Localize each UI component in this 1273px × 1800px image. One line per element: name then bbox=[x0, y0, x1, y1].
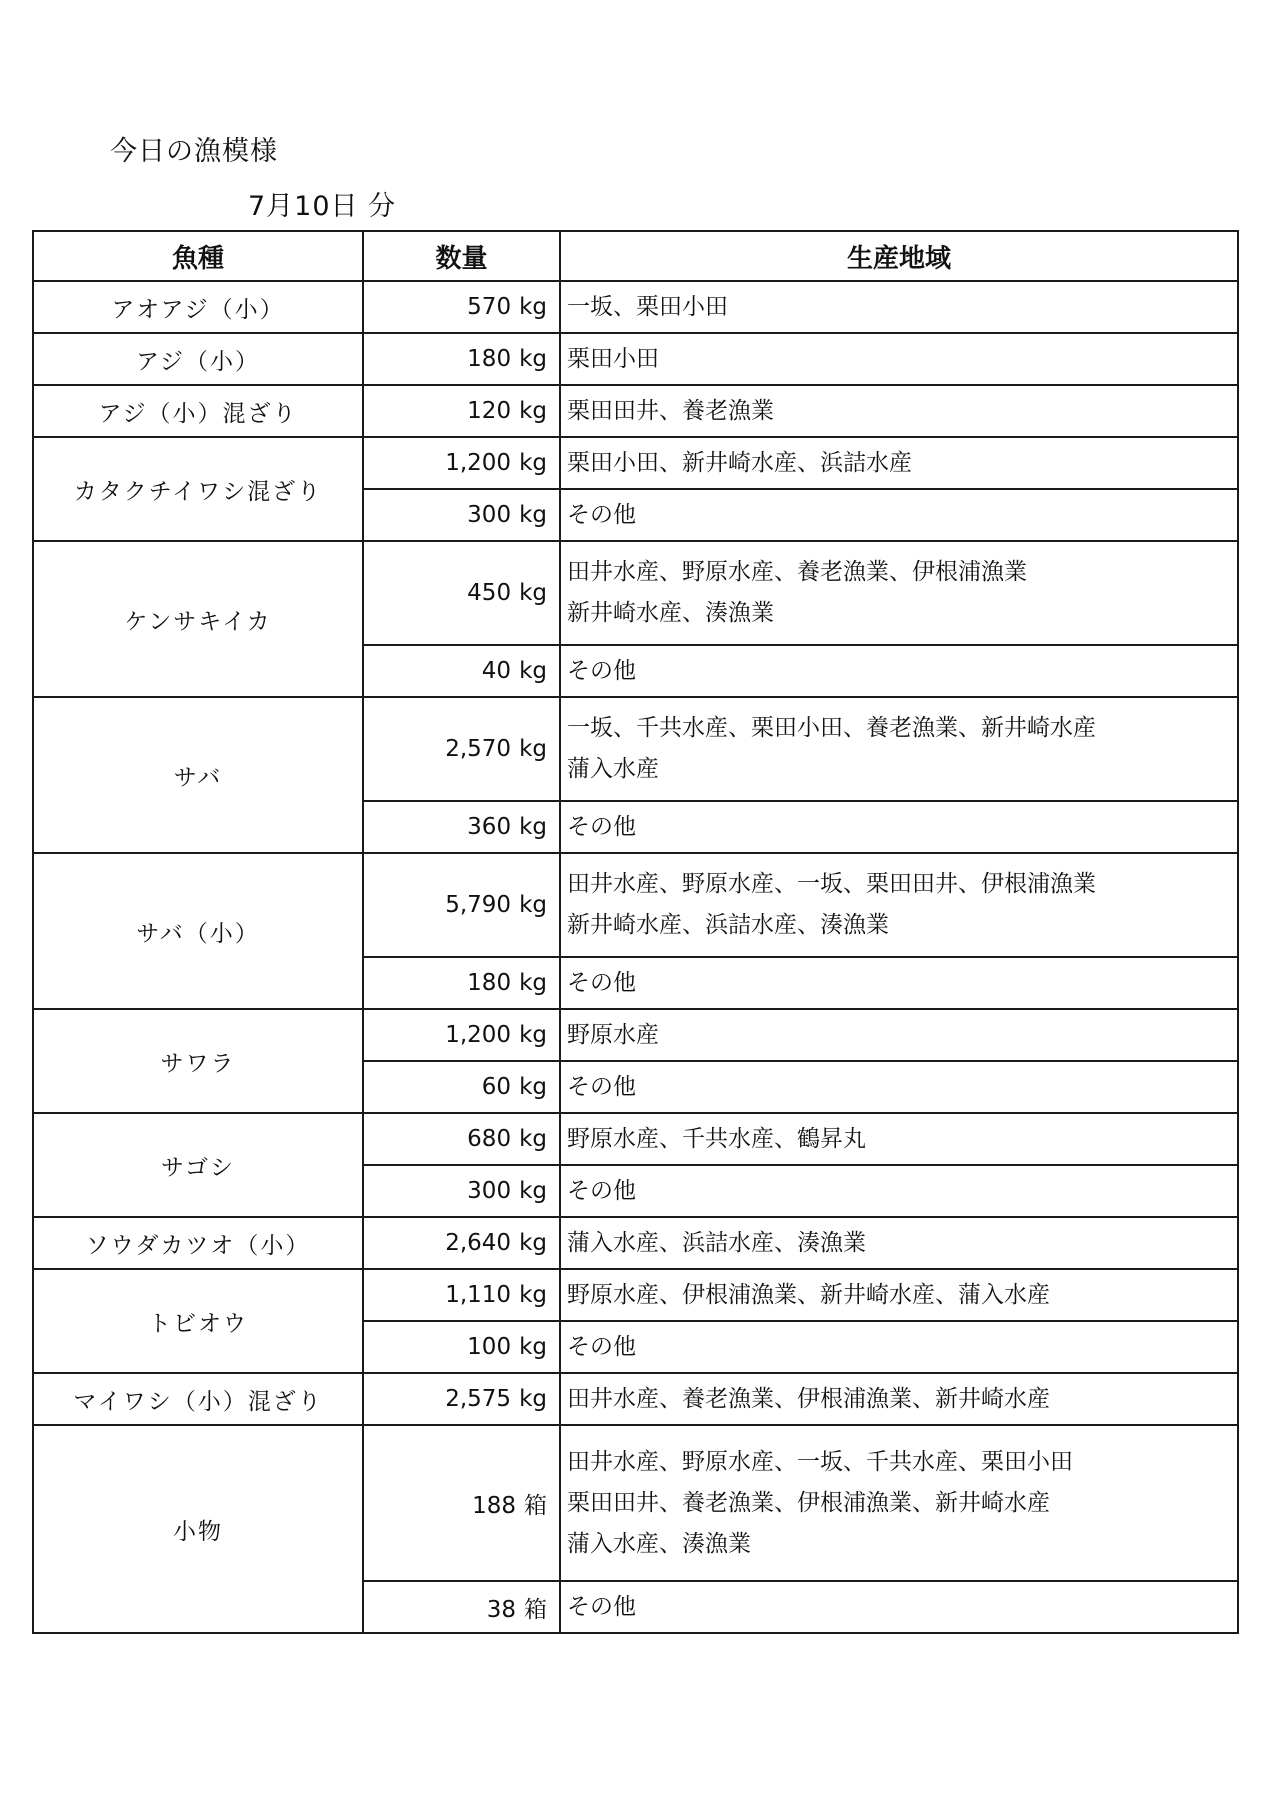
production-region-cell bbox=[560, 1425, 1238, 1581]
region-line: その他 bbox=[567, 1593, 636, 1620]
region-line: 田井水産、野原水産、一坂、栗田田井、伊根浦漁業 bbox=[567, 871, 1096, 897]
catch-table-body bbox=[33, 281, 1238, 1633]
quantity-cell bbox=[363, 489, 560, 541]
production-region-cell bbox=[560, 645, 1238, 697]
production-region-cell bbox=[560, 1113, 1238, 1165]
quantity-value: 2,640 bbox=[445, 1230, 512, 1256]
header-quantity: 数量 bbox=[363, 231, 560, 281]
quantity-value: 100 bbox=[467, 1334, 512, 1360]
quantity-unit: kg bbox=[519, 398, 547, 424]
table-row bbox=[33, 1217, 1238, 1269]
quantity-unit: 箱 bbox=[524, 1596, 547, 1623]
region-line: 田井水産、養老漁業、伊根浦漁業、新井崎水産 bbox=[567, 1385, 1050, 1412]
table-row bbox=[33, 281, 1238, 333]
region-line: 栗田田井、養老漁業、伊根浦漁業、新井崎水産 bbox=[567, 1489, 1050, 1516]
region-line: 新井崎水産、浜詰水産、湊漁業 bbox=[567, 912, 889, 938]
region-line: その他 bbox=[567, 501, 636, 528]
production-region-cell bbox=[560, 853, 1238, 957]
region-line: 蒲入水産、湊漁業 bbox=[567, 1530, 751, 1557]
quantity-value: 188 bbox=[472, 1492, 516, 1519]
quantity-value: 38 bbox=[486, 1596, 516, 1623]
quantity-cell bbox=[363, 437, 560, 489]
production-region-cell bbox=[560, 281, 1238, 333]
quantity-cell bbox=[363, 853, 560, 957]
fish-species-cell: マイワシ（小）混ざり bbox=[33, 1373, 363, 1425]
quantity-unit: kg bbox=[519, 970, 547, 996]
quantity-cell bbox=[363, 645, 560, 697]
quantity-value: 360 bbox=[467, 814, 512, 840]
quantity-value: 60 bbox=[481, 1074, 512, 1100]
quantity-value: 1,200 bbox=[445, 450, 512, 476]
region-line: 一坂、千共水産、栗田小田、養老漁業、新井崎水産 bbox=[567, 715, 1096, 741]
table-row bbox=[33, 1373, 1238, 1425]
page-title: 今日の漁模様 bbox=[110, 136, 278, 167]
quantity-value: 1,110 bbox=[445, 1282, 512, 1308]
fish-species-cell: アジ（小）混ざり bbox=[33, 385, 363, 437]
region-line: 栗田田井、養老漁業 bbox=[567, 397, 774, 424]
quantity-value: 180 bbox=[467, 970, 512, 996]
quantity-unit: kg bbox=[519, 294, 547, 320]
quantity-value: 300 bbox=[467, 1178, 512, 1204]
region-line: 田井水産、野原水産、養老漁業、伊根浦漁業 bbox=[567, 559, 1027, 585]
quantity-unit: kg bbox=[519, 1282, 547, 1308]
production-region-cell bbox=[560, 1269, 1238, 1321]
production-region-cell bbox=[560, 1165, 1238, 1217]
region-line: 野原水産、伊根浦漁業、新井崎水産、蒲入水産 bbox=[567, 1281, 1050, 1308]
quantity-cell bbox=[363, 1321, 560, 1373]
production-region-cell bbox=[560, 1009, 1238, 1061]
quantity-unit: kg bbox=[519, 1022, 547, 1048]
production-region-cell bbox=[560, 1581, 1238, 1633]
region-line: 一坂、栗田小田 bbox=[567, 293, 728, 320]
table-row bbox=[33, 437, 1238, 489]
table-row bbox=[33, 697, 1238, 801]
quantity-value: 40 bbox=[481, 658, 512, 684]
production-region-cell bbox=[560, 541, 1238, 645]
region-line: 野原水産、千共水産、鶴昇丸 bbox=[567, 1125, 866, 1152]
quantity-unit: kg bbox=[519, 1386, 547, 1412]
quantity-unit: kg bbox=[519, 814, 547, 840]
quantity-cell bbox=[363, 1581, 560, 1633]
region-line: その他 bbox=[567, 813, 636, 840]
quantity-cell bbox=[363, 1373, 560, 1425]
region-line: その他 bbox=[567, 969, 636, 996]
region-line: 栗田小田、新井崎水産、浜詰水産 bbox=[567, 449, 912, 476]
quantity-value: 570 bbox=[467, 294, 512, 320]
quantity-cell bbox=[363, 1061, 560, 1113]
quantity-cell bbox=[363, 801, 560, 853]
quantity-unit: kg bbox=[519, 346, 547, 372]
production-region-cell bbox=[560, 1061, 1238, 1113]
quantity-unit: kg bbox=[519, 1126, 547, 1152]
quantity-unit: kg bbox=[519, 580, 547, 606]
quantity-cell bbox=[363, 1113, 560, 1165]
region-line: 蒲入水産 bbox=[567, 756, 659, 782]
fish-species-cell: 小物 bbox=[33, 1425, 363, 1633]
quantity-unit: kg bbox=[519, 450, 547, 476]
production-region-cell bbox=[560, 1321, 1238, 1373]
table-row bbox=[33, 385, 1238, 437]
production-region-cell bbox=[560, 333, 1238, 385]
quantity-cell bbox=[363, 957, 560, 1009]
production-region-cell bbox=[560, 489, 1238, 541]
fish-species-cell: アジ（小） bbox=[33, 333, 363, 385]
quantity-unit: kg bbox=[519, 892, 547, 918]
quantity-cell bbox=[363, 1269, 560, 1321]
region-line: その他 bbox=[567, 1333, 636, 1360]
quantity-value: 2,570 bbox=[445, 736, 512, 762]
fish-species-cell: ケンサキイカ bbox=[33, 541, 363, 697]
quantity-value: 5,790 bbox=[445, 892, 512, 918]
region-line: その他 bbox=[567, 1177, 636, 1204]
fish-species-cell: サゴシ bbox=[33, 1113, 363, 1217]
quantity-value: 300 bbox=[467, 502, 512, 528]
quantity-cell bbox=[363, 281, 560, 333]
quantity-value: 180 bbox=[467, 346, 512, 372]
table-header-row bbox=[33, 231, 1238, 281]
fish-species-cell: ソウダカツオ（小） bbox=[33, 1217, 363, 1269]
region-line: 野原水産 bbox=[567, 1021, 659, 1048]
table-row bbox=[33, 1269, 1238, 1321]
fish-species-cell: サワラ bbox=[33, 1009, 363, 1113]
quantity-unit: kg bbox=[519, 658, 547, 684]
quantity-value: 1,200 bbox=[445, 1022, 512, 1048]
production-region-cell bbox=[560, 697, 1238, 801]
quantity-cell bbox=[363, 697, 560, 801]
quantity-unit: kg bbox=[519, 502, 547, 528]
fish-species-cell: サバ（小） bbox=[33, 853, 363, 1009]
quantity-cell bbox=[363, 541, 560, 645]
fish-species-cell: トビオウ bbox=[33, 1269, 363, 1373]
table-row bbox=[33, 1113, 1238, 1165]
quantity-unit: kg bbox=[519, 1074, 547, 1100]
region-line: 栗田小田 bbox=[567, 345, 659, 372]
quantity-value: 120 bbox=[467, 398, 512, 424]
region-line: その他 bbox=[567, 657, 636, 684]
quantity-cell bbox=[363, 1217, 560, 1269]
quantity-cell bbox=[363, 385, 560, 437]
region-line: 新井崎水産、湊漁業 bbox=[567, 600, 774, 626]
quantity-unit: kg bbox=[519, 736, 547, 762]
quantity-cell bbox=[363, 1009, 560, 1061]
production-region-cell bbox=[560, 385, 1238, 437]
table-row bbox=[33, 541, 1238, 645]
quantity-cell bbox=[363, 1165, 560, 1217]
table-row bbox=[33, 333, 1238, 385]
production-region-cell bbox=[560, 957, 1238, 1009]
region-line: 田井水産、野原水産、一坂、千共水産、栗田小田 bbox=[567, 1448, 1073, 1475]
production-region-cell bbox=[560, 437, 1238, 489]
table-row bbox=[33, 1009, 1238, 1061]
quantity-unit: kg bbox=[519, 1230, 547, 1256]
region-line: その他 bbox=[567, 1073, 636, 1100]
quantity-unit: kg bbox=[519, 1178, 547, 1204]
header-fish-species: 魚種 bbox=[33, 231, 363, 281]
catch-table bbox=[32, 230, 1239, 1634]
region-line: 蒲入水産、浜詰水産、湊漁業 bbox=[567, 1229, 866, 1256]
quantity-value: 680 bbox=[467, 1126, 512, 1152]
quantity-cell bbox=[363, 333, 560, 385]
production-region-cell bbox=[560, 1217, 1238, 1269]
table-row bbox=[33, 1425, 1238, 1581]
quantity-unit: kg bbox=[519, 1334, 547, 1360]
production-region-cell bbox=[560, 801, 1238, 853]
quantity-cell bbox=[363, 1425, 560, 1581]
report-date: 7月10日 分 bbox=[248, 191, 397, 222]
quantity-value: 2,575 bbox=[445, 1386, 512, 1412]
fish-species-cell: カタクチイワシ混ざり bbox=[33, 437, 363, 541]
quantity-unit: 箱 bbox=[524, 1492, 547, 1519]
production-region-cell bbox=[560, 1373, 1238, 1425]
quantity-value: 450 bbox=[467, 580, 512, 606]
fish-species-cell: サバ bbox=[33, 697, 363, 853]
header-production-region: 生産地域 bbox=[560, 231, 1238, 281]
fish-species-cell: アオアジ（小） bbox=[33, 281, 363, 333]
table-row bbox=[33, 853, 1238, 957]
